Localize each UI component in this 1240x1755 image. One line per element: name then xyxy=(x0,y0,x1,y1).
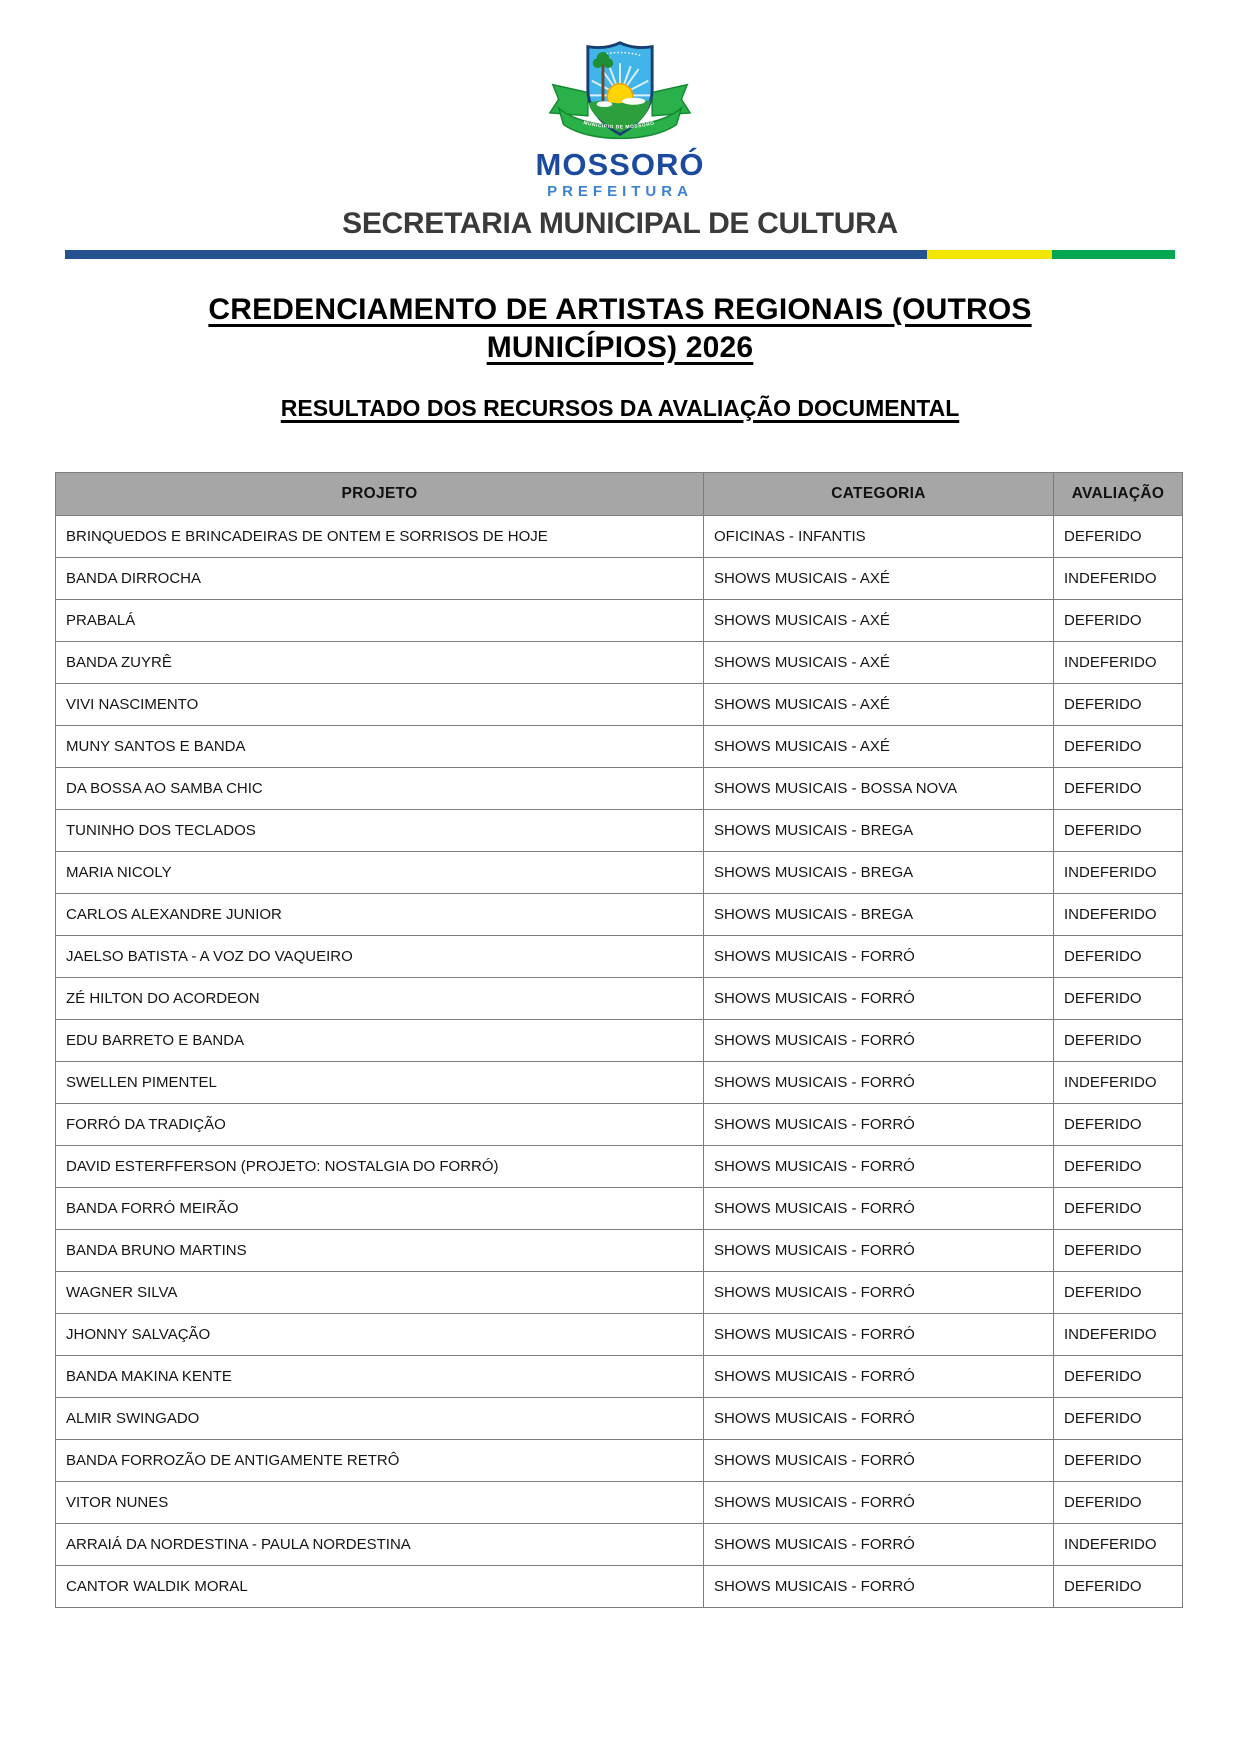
table-row xyxy=(56,557,1183,599)
table-row xyxy=(56,683,1183,725)
cell-avaliacao: DEFERIDO xyxy=(1054,1355,1183,1397)
cell-avaliacao: INDEFERIDO xyxy=(1054,893,1183,935)
table-row xyxy=(56,1397,1183,1439)
cell-categoria: OFICINAS - INFANTIS xyxy=(704,515,1054,557)
cell-avaliacao: DEFERIDO xyxy=(1054,1397,1183,1439)
cell-projeto: VITOR NUNES xyxy=(56,1481,704,1523)
cell-categoria: SHOWS MUSICAIS - FORRÓ xyxy=(704,935,1054,977)
column-header-projeto: PROJETO xyxy=(56,472,704,515)
cell-categoria: SHOWS MUSICAIS - FORRÓ xyxy=(704,1103,1054,1145)
cell-projeto: JHONNY SALVAÇÃO xyxy=(56,1313,704,1355)
divider-green-segment xyxy=(1052,250,1175,259)
cell-categoria: SHOWS MUSICAIS - FORRÓ xyxy=(704,1313,1054,1355)
cell-categoria: SHOWS MUSICAIS - FORRÓ xyxy=(704,1229,1054,1271)
table-row xyxy=(56,1145,1183,1187)
table-row xyxy=(56,1481,1183,1523)
cell-categoria: SHOWS MUSICAIS - AXÉ xyxy=(704,599,1054,641)
cell-projeto: BANDA DIRROCHA xyxy=(56,557,704,599)
cell-categoria: SHOWS MUSICAIS - BREGA xyxy=(704,809,1054,851)
cell-avaliacao: INDEFERIDO xyxy=(1054,1523,1183,1565)
cell-categoria: SHOWS MUSICAIS - FORRÓ xyxy=(704,1271,1054,1313)
table-row xyxy=(56,1271,1183,1313)
cell-avaliacao: DEFERIDO xyxy=(1054,1271,1183,1313)
cell-avaliacao: DEFERIDO xyxy=(1054,1103,1183,1145)
cell-projeto: BANDA FORROZÃO DE ANTIGAMENTE RETRÔ xyxy=(56,1439,704,1481)
table-row xyxy=(56,1439,1183,1481)
cell-categoria: SHOWS MUSICAIS - FORRÓ xyxy=(704,1061,1054,1103)
cell-avaliacao: DEFERIDO xyxy=(1054,935,1183,977)
cell-avaliacao: DEFERIDO xyxy=(1054,1145,1183,1187)
cell-categoria: SHOWS MUSICAIS - AXÉ xyxy=(704,683,1054,725)
cell-avaliacao: DEFERIDO xyxy=(1054,599,1183,641)
table-row xyxy=(56,515,1183,557)
table-row xyxy=(56,809,1183,851)
cell-projeto: ZÉ HILTON DO ACORDEON xyxy=(56,977,704,1019)
cell-projeto: JAELSO BATISTA - A VOZ DO VAQUEIRO xyxy=(56,935,704,977)
cell-categoria: SHOWS MUSICAIS - FORRÓ xyxy=(704,1397,1054,1439)
cell-projeto: BANDA BRUNO MARTINS xyxy=(56,1229,704,1271)
cell-categoria: SHOWS MUSICAIS - FORRÓ xyxy=(704,977,1054,1019)
cell-avaliacao: DEFERIDO xyxy=(1054,767,1183,809)
cell-avaliacao: INDEFERIDO xyxy=(1054,1313,1183,1355)
cell-avaliacao: DEFERIDO xyxy=(1054,809,1183,851)
cell-projeto: EDU BARRETO E BANDA xyxy=(56,1019,704,1061)
ribbon-text: MUNICÍPIO DE MOSSORÓ xyxy=(582,120,656,131)
cell-projeto: VIVI NASCIMENTO xyxy=(56,683,704,725)
table-row xyxy=(56,1523,1183,1565)
table-row xyxy=(56,725,1183,767)
cell-projeto: MARIA NICOLY xyxy=(56,851,704,893)
cell-avaliacao: DEFERIDO xyxy=(1054,1439,1183,1481)
cell-projeto: BRINQUEDOS E BRINCADEIRAS DE ONTEM E SORRISOS DE HOJE xyxy=(56,515,704,557)
cell-categoria: SHOWS MUSICAIS - FORRÓ xyxy=(704,1439,1054,1481)
tree-trunk xyxy=(601,61,604,102)
table-row xyxy=(56,1103,1183,1145)
table-row xyxy=(56,1187,1183,1229)
column-header-categoria: CATEGORIA xyxy=(704,472,1054,515)
logo-city-name: MOSSORÓ xyxy=(535,147,705,182)
cell-avaliacao: DEFERIDO xyxy=(1054,725,1183,767)
cell-categoria: SHOWS MUSICAIS - BOSSA NOVA xyxy=(704,767,1054,809)
cell-projeto: BANDA ZUYRÊ xyxy=(56,641,704,683)
cell-categoria: SHOWS MUSICAIS - AXÉ xyxy=(704,641,1054,683)
cell-categoria: SHOWS MUSICAIS - FORRÓ xyxy=(704,1019,1054,1061)
mossoro-coat-of-arms-logo xyxy=(0,34,1240,146)
cell-categoria: SHOWS MUSICAIS - FORRÓ xyxy=(704,1355,1054,1397)
cell-projeto: BANDA FORRÓ MEIRÃO xyxy=(56,1187,704,1229)
cell-projeto: MUNY SANTOS E BANDA xyxy=(56,725,704,767)
cell-projeto: DA BOSSA AO SAMBA CHIC xyxy=(56,767,704,809)
document-subtitle: RESULTADO DOS RECURSOS DA AVALIAÇÃO DOCUMENTAL xyxy=(280,394,960,421)
table-row xyxy=(56,851,1183,893)
table-header-row xyxy=(56,472,1183,515)
cell-projeto: ALMIR SWINGADO xyxy=(56,1397,704,1439)
cell-avaliacao: DEFERIDO xyxy=(1054,1229,1183,1271)
table-row xyxy=(56,1061,1183,1103)
cell-avaliacao: DEFERIDO xyxy=(1054,1565,1183,1607)
cell-projeto: CANTOR WALDIK MORAL xyxy=(56,1565,704,1607)
divider-yellow-segment xyxy=(927,250,1051,259)
cell-categoria: SHOWS MUSICAIS - AXÉ xyxy=(704,557,1054,599)
table-row xyxy=(56,977,1183,1019)
letterhead xyxy=(0,0,1240,259)
cell-projeto: PRABALÁ xyxy=(56,599,704,641)
cell-projeto: BANDA MAKINA KENTE xyxy=(56,1355,704,1397)
cell-categoria: SHOWS MUSICAIS - AXÉ xyxy=(704,725,1054,767)
cell-avaliacao: INDEFERIDO xyxy=(1054,1061,1183,1103)
cell-avaliacao: DEFERIDO xyxy=(1054,977,1183,1019)
cell-categoria: SHOWS MUSICAIS - BREGA xyxy=(704,893,1054,935)
tricolor-divider xyxy=(65,250,1175,259)
cell-categoria: SHOWS MUSICAIS - BREGA xyxy=(704,851,1054,893)
cell-projeto: ARRAIÁ DA NORDESTINA - PAULA NORDESTINA xyxy=(56,1523,704,1565)
cell-avaliacao: INDEFERIDO xyxy=(1054,557,1183,599)
logo-prefeitura-label: PREFEITURA xyxy=(547,183,693,200)
cell-avaliacao: DEFERIDO xyxy=(1054,1481,1183,1523)
cell-avaliacao: DEFERIDO xyxy=(1054,683,1183,725)
cell-projeto: SWELLEN PIMENTEL xyxy=(56,1061,704,1103)
table-row xyxy=(56,1229,1183,1271)
table-row xyxy=(56,641,1183,683)
table-row xyxy=(56,935,1183,977)
cell-avaliacao: INDEFERIDO xyxy=(1054,851,1183,893)
cell-projeto: WAGNER SILVA xyxy=(56,1271,704,1313)
cell-categoria: SHOWS MUSICAIS - FORRÓ xyxy=(704,1565,1054,1607)
divider-blue-segment xyxy=(65,250,927,259)
coat-of-arms-icon xyxy=(536,34,704,146)
cell-categoria: SHOWS MUSICAIS - FORRÓ xyxy=(704,1481,1054,1523)
table-row xyxy=(56,599,1183,641)
results-table xyxy=(55,472,1183,1608)
table-row xyxy=(56,1313,1183,1355)
cell-projeto: DAVID ESTERFFERSON (PROJETO: NOSTALGIA DO FORRÓ) xyxy=(56,1145,704,1187)
department-title: SECRETARIA MUNICIPAL DE CULTURA xyxy=(342,207,898,240)
column-header-avaliacao: AVALIAÇÃO xyxy=(1054,472,1183,515)
cell-avaliacao: DEFERIDO xyxy=(1054,1019,1183,1061)
cell-categoria: SHOWS MUSICAIS - FORRÓ xyxy=(704,1187,1054,1229)
document-title: CREDENCIAMENTO DE ARTISTAS REGIONAIS (OUTROS MUNICÍPIOS) 2026 xyxy=(208,293,1032,365)
cell-projeto: TUNINHO DOS TECLADOS xyxy=(56,809,704,851)
cell-categoria: SHOWS MUSICAIS - FORRÓ xyxy=(704,1145,1054,1187)
table-row xyxy=(56,893,1183,935)
cell-projeto: FORRÓ DA TRADIÇÃO xyxy=(56,1103,704,1145)
table-row xyxy=(56,1565,1183,1607)
cell-categoria: SHOWS MUSICAIS - FORRÓ xyxy=(704,1523,1054,1565)
document-body xyxy=(0,291,1240,1608)
table-row xyxy=(56,1355,1183,1397)
table-row xyxy=(56,1019,1183,1061)
table-body xyxy=(56,515,1183,1607)
cell-avaliacao: INDEFERIDO xyxy=(1054,641,1183,683)
table-row xyxy=(56,767,1183,809)
cell-projeto: CARLOS ALEXANDRE JUNIOR xyxy=(56,893,704,935)
cell-avaliacao: DEFERIDO xyxy=(1054,515,1183,557)
cell-avaliacao: DEFERIDO xyxy=(1054,1187,1183,1229)
